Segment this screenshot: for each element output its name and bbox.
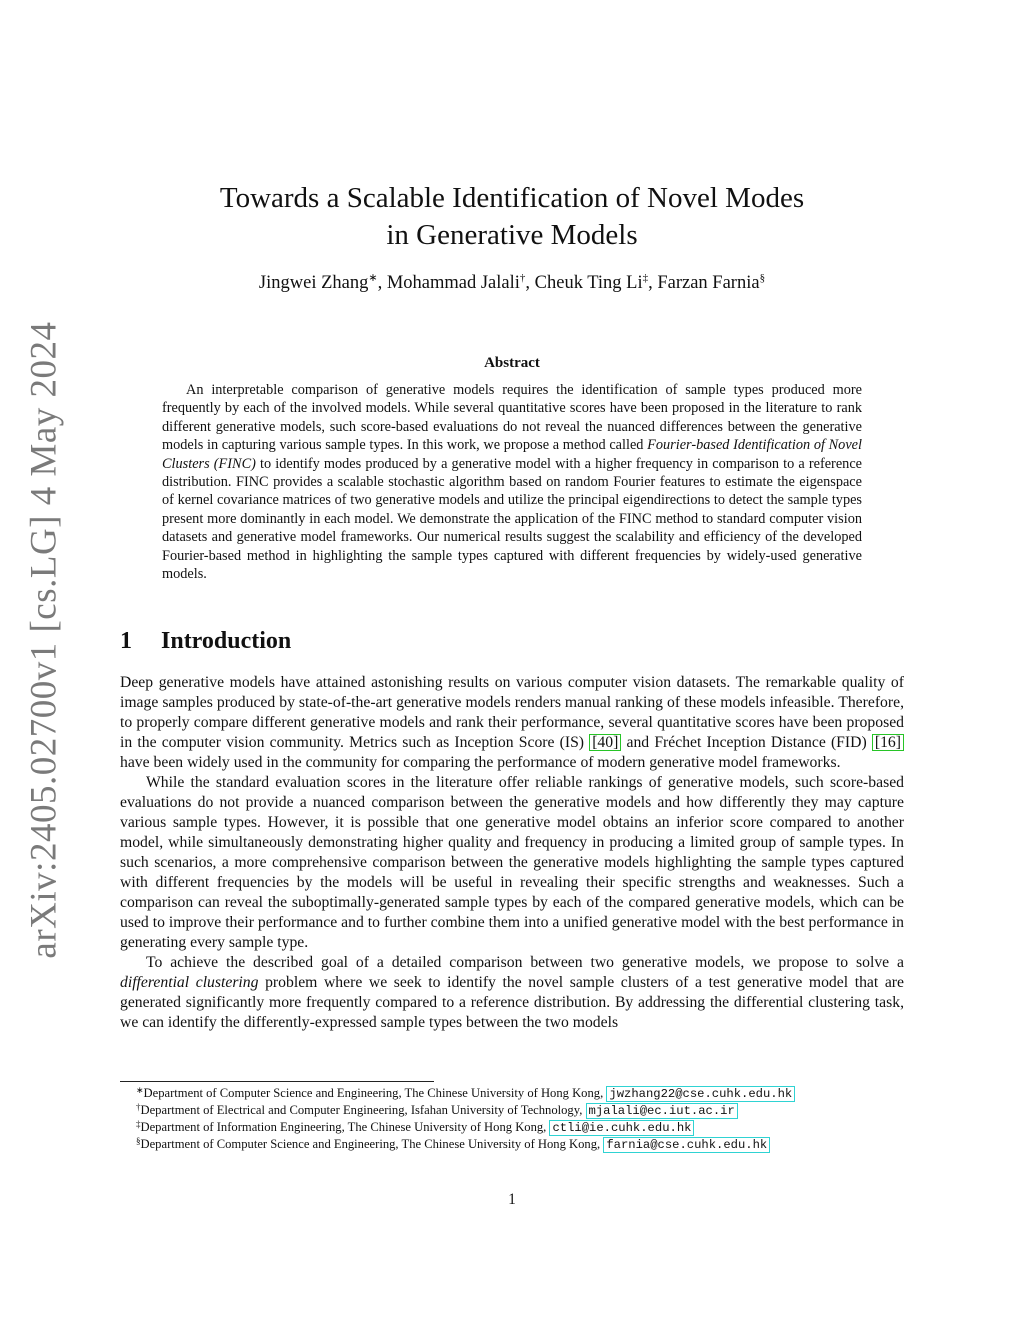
author-mark: ∗	[368, 272, 378, 284]
footnote-text: Department of Computer Science and Engineering, The Chinese University of Hong Kong,	[140, 1137, 604, 1151]
emphasis: differential clustering	[120, 974, 259, 991]
paragraph-text: and Fréchet Inception Distance (FID)	[621, 734, 872, 751]
paragraph-text: problem where we seek to identify the novel sample clusters of a test generative model that are generated significantly more frequently compared to a reference distribution. By addressing the differential clustering task, we can identify the differently-expressed sample types between the two models	[120, 974, 904, 1031]
author-mark: ‡	[642, 272, 649, 284]
footnote-rule	[120, 1081, 434, 1082]
paragraph	[120, 953, 904, 1033]
title-line-1: Towards a Scalable Identification of Novel Modes	[219, 182, 805, 214]
footnote	[136, 1119, 936, 1136]
paragraph	[120, 673, 904, 773]
footnote-mark: †	[136, 1102, 141, 1112]
author-name: Cheuk Ting Li	[534, 273, 643, 293]
author-separator: ,	[648, 273, 658, 293]
footnote-mark: §	[136, 1136, 141, 1146]
footnote-text: Department of Electrical and Computer Engineering, Isfahan University of Technology,	[140, 1103, 586, 1117]
citation-link[interactable]: [16]	[872, 734, 904, 751]
section-title: Introduction	[161, 628, 292, 654]
abstract-text: to identify modes produced by a generative model with a higher frequency in comparison to a reference distribution. FINC provides a scalable stochastic algorithm based on random Fourier features to estimate the eigenspace of kernel covariance matrices of two generative models and utilize the principal eigendirections to detect the sample types present more dominantly in each model. We demonstrate the application of the FINC method to standard computer vision datasets and generative model frameworks. Our numerical results suggest the scalability and efficiency of the developed Fourier-based method in highlighting the sample types captured with different frequencies by widely-used generative models.	[162, 455, 863, 583]
abstract-body	[162, 381, 862, 583]
section-number: 1	[120, 628, 132, 654]
arxiv-id: arXiv:2405.02700v1 [cs.LG] 4 May 2024	[23, 321, 65, 959]
citation-link[interactable]: [40]	[589, 734, 621, 751]
author-name: Mohammad Jalali	[386, 273, 520, 293]
paragraph: While the standard evaluation scores in the literature offer reliable rankings of generative models, such score-based evaluations do not provide a nuanced comparison between the generative models and how differently they may capture various sample types. However, it is possible that one generative model obtains an inferior score compared to another model, while simultaneously demonstrating higher quality and frequency in producing a limited group of sample types. In such scenarios, a more comprehensive comparison between the generative models highlighting the sample types captured with different frequencies by the models will be useful in revealing their specific strengths and weaknesses. Such a comparison can reveal the suboptimally-generated sample types by each of the compared generative models, which can be used to improve their performance and to further combine them into a unified generative model with the best performance in generating every sample type.	[120, 774, 904, 951]
footnote	[136, 1085, 936, 1102]
abstract-text: An interpretable comparison of generative models requires the identification of sample types produced more frequently by each of the involved models. While several quantitative scores have been proposed in the literature to rank different generative models, such score-based evaluations do not reveal the nuanced differences between the generative models in capturing various sample types. In this work, we propose a method called	[162, 382, 862, 454]
author-separator: ,	[525, 273, 535, 293]
email-link[interactable]: jwzhang22@cse.cuhk.edu.hk	[606, 1086, 795, 1102]
footnote-text: Department of Information Engineering, The Chinese University of Hong Kong,	[140, 1120, 550, 1134]
footnotes	[136, 1085, 936, 1153]
paragraph-text: To achieve the described goal of a detailed comparison between two generative models, we propose to solve a	[146, 954, 904, 971]
email-link[interactable]: mjalali@ec.iut.ac.ir	[586, 1103, 738, 1119]
author-name: Jingwei Zhang	[258, 273, 369, 293]
footnote	[136, 1102, 936, 1119]
author-name: Farzan Farnia	[657, 273, 760, 293]
method-name: Fourier-based Identification of Novel Clusters (FINC)	[162, 437, 862, 472]
title-line-2: in Generative Models	[386, 219, 638, 251]
author-separator: ,	[377, 273, 387, 293]
paragraph-text: have been widely used in the community for comparing the performance of modern generative model frameworks.	[120, 754, 841, 771]
footnote-mark: ∗	[136, 1085, 144, 1095]
abstract-heading: Abstract	[484, 355, 540, 371]
author-mark: †	[519, 272, 526, 284]
introduction-body	[120, 673, 904, 1033]
paper-title	[0, 180, 1024, 254]
footnote	[136, 1136, 936, 1153]
page-number: 1	[508, 1191, 516, 1208]
email-link[interactable]: farnia@cse.cuhk.edu.hk	[603, 1137, 770, 1153]
footnote-mark: ‡	[136, 1119, 141, 1129]
author-mark: §	[759, 272, 766, 284]
email-link[interactable]: ctli@ie.cuhk.edu.hk	[549, 1120, 694, 1136]
section-heading	[120, 628, 291, 655]
paragraph-text: Deep generative models have attained astonishing results on various computer vision datasets. The remarkable quality of image samples produced by state-of-the-art generative models renders manual ranking of these models infeasible. Therefore, to properly compare different generative models and rank their performance, several quantitative scores have been proposed in the computer vision community. Metrics such as Inception Score (IS)	[120, 674, 904, 751]
footnote-text: Department of Computer Science and Engineering, The Chinese University of Hong Kong,	[143, 1086, 607, 1100]
author-list	[0, 273, 1024, 294]
